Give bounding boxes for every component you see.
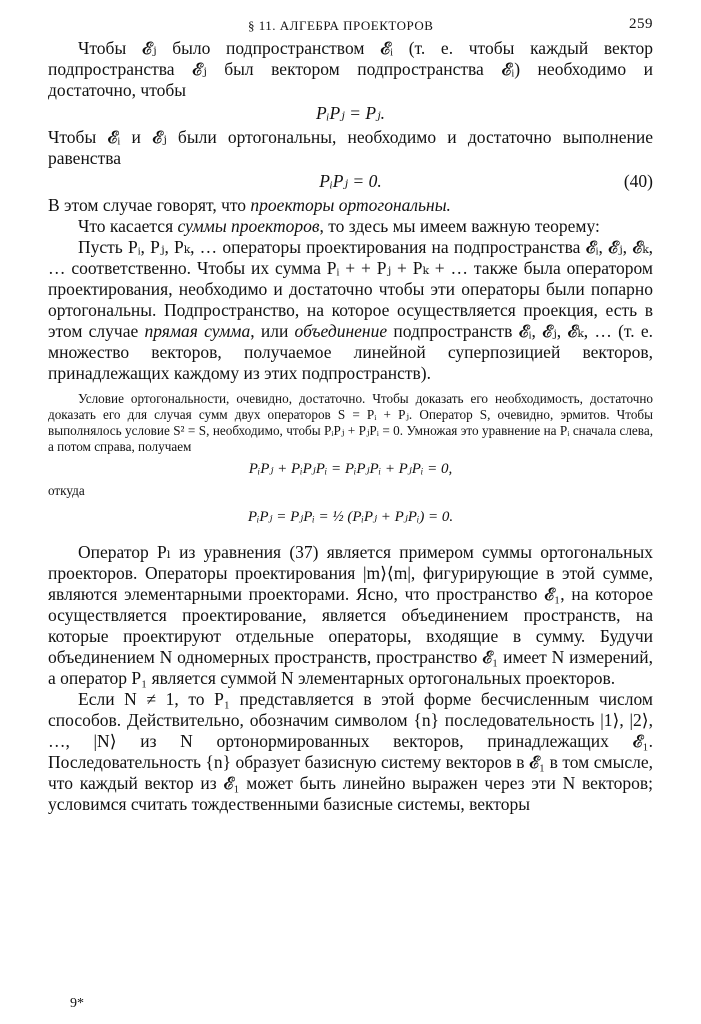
emphasis-term: суммы проекторов [177, 216, 320, 236]
main-text [48, 38, 653, 384]
main-text-continued [48, 542, 653, 815]
emphasis-term: объединение [294, 321, 388, 341]
text-run: Пусть Pᵢ, Pⱼ, Pₖ, … операторы проектирования на подпространства 𝓔ᵢ, 𝓔ⱼ, 𝓔ₖ, … соответственно. Чтобы их сумма Pᵢ + + Pⱼ + Pₖ + … также была оператором проектирования, необходимо и достаточно чтобы эти операторы были попарно ортогональны. Подпространство, на которое осуществляется проекция, есть в этом случае [48, 237, 653, 341]
paragraph-subspace-condition: Чтобы 𝓔ⱼ было подпространством 𝓔ᵢ (т. е. чтобы каждый вектор подпространства 𝓔ⱼ был вектором подпространства 𝓔ᵢ) необходимо и достаточно, чтобы [48, 38, 653, 100]
paragraph-basis: Если N ≠ 1, то P₁ представляется в этой форме бесчисленным числом способов. Действительно, обозначим символом {n} последовательность |1⟩, |2⟩, …, |N⟩ из N ортонормированных векторов, принадлежащих 𝓔₁. Последовательность {n} образует базисную систему векторов в 𝓔₁ в том смысле, что каждый вектор из 𝓔₁ может быть линейно выражен через эти N векторов; условимся считать тождественными базисные системы, векторы [48, 689, 653, 814]
paragraph-orthogonal-projectors [48, 195, 653, 216]
paragraph-sum-intro [48, 216, 653, 237]
proof-connector: откуда [48, 483, 85, 498]
text-run: подпространств 𝓔ᵢ, 𝓔ⱼ, 𝓔ₖ, … (т. е. множество векторов, получаемое линейной суперпозицией векторов, принадлежащих каждому из этих подпространств). [48, 321, 653, 383]
formula-orthogonality [48, 169, 653, 195]
signature-mark: 9* [70, 996, 84, 1011]
text-run: , то здесь мы имеем важную теорему: [319, 216, 600, 236]
formula-text: PᵢPⱼ = PⱼPᵢ = ½ (PᵢPⱼ + PⱼPᵢ) = 0. [247, 509, 454, 525]
text-run: Что касается [78, 216, 178, 236]
emphasis-term: проекторы ортогональны. [250, 195, 451, 215]
formula-projector-inclusion [48, 101, 653, 127]
formula-proof-2 [48, 499, 653, 535]
formula-proof-1 [48, 455, 653, 483]
formula-text: PᵢPⱼ + PᵢPⱼPᵢ = PᵢPⱼPᵢ + PⱼPᵢ = 0, [248, 461, 453, 477]
text-run: , или [250, 321, 295, 341]
proof-text: Условие ортогональности, очевидно, достаточно. Чтобы доказать его необходимость, достаточно доказать его для случая сумм двух операторов S = Pᵢ + Pⱼ. Оператор S, очевидно, эрмитов. Чтобы выполнялось условие S² = S, необходимо, чтобы PᵢPⱼ + PⱼPᵢ = 0. Умножая это уравнение на Pᵢ сначала слева, а потом справа, получаем [48, 391, 653, 454]
formula-text: PᵢPⱼ = 0. [319, 171, 382, 191]
paragraph-sum-example: Оператор Pₗ из уравнения (37) является примером суммы ортогональных проекторов. Операторы проектирования |m⟩⟨m|, фигурирующие в этой сумме, являются элементарными проекторами. Ясно, что пространство 𝓔₁, на которое осуществляется проектирование, является объединением пространств, на которые проектируют отдельные операторы, входящие в сумму. Будучи объединением N одномерных пространств, пространство 𝓔₁ имеет N измерений, а оператор P₁ является суммой N элементарных ортогональных проекторов. [48, 542, 653, 688]
paragraph-orthogonality-condition: Чтобы 𝓔ᵢ и 𝓔ⱼ были ортогональны, необходимо и достаточно выполнение равенства [48, 127, 653, 168]
page [48, 14, 653, 815]
running-header [48, 14, 653, 38]
formula-text: PᵢPⱼ = Pⱼ. [315, 103, 386, 123]
page-number: 259 [629, 16, 653, 32]
proof-block [48, 391, 653, 535]
equation-number: (40) [623, 171, 653, 191]
paragraph-theorem [48, 237, 653, 384]
emphasis-term: прямая сумма [144, 321, 251, 341]
text-run: В этом случае говорят, что [48, 195, 251, 215]
section-title: § 11. АЛГЕБРА ПРОЕКТОРОВ [248, 18, 434, 33]
